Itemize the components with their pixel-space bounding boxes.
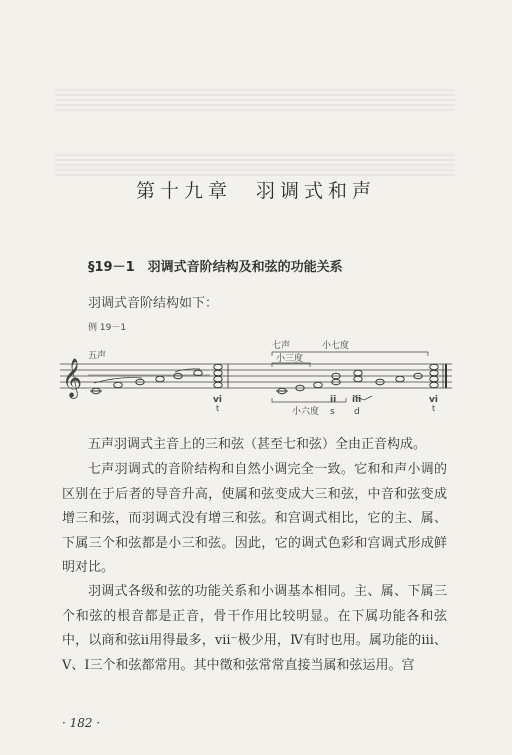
label-minor-seventh: 小七度 <box>322 341 350 351</box>
label-d: d <box>354 407 360 417</box>
paragraph-2: 七声羽调式的音阶结构和自然小调完全一致。它和和声小调的区别在于后者的导音升高，使属和弦变成大三和弦，中音和弦变成增三和弦，而羽调式没有增三和弦。和宫调式相比，它的主、属、下属三个和弦都是小三和弦。因此，它的调式色彩和宫调式形成鲜明对比。 <box>62 462 447 575</box>
label-qisheng: 七声 <box>272 341 291 351</box>
label-t-left: t <box>216 404 220 413</box>
music-example <box>60 338 460 418</box>
label-minor-third: 小三度 <box>276 354 304 364</box>
label-t-right: t <box>432 404 436 413</box>
page-number: · 182 · <box>62 716 101 730</box>
treble-clef-icon: 𝄞 <box>62 358 83 398</box>
label-s: s <box>330 407 335 417</box>
paragraph-1: 五声羽调式主音上的三和弦（甚至七和弦）全由正音构成。 <box>88 437 427 452</box>
label-wusheng: 五声 <box>88 351 107 361</box>
label-iii: iii <box>352 395 362 405</box>
paragraph-3: 羽调式各级和弦的功能关系和小调基本相同。主、属、下属三个和弦的根音都是正音，骨干作用比较明显。在下属功能各和弦中，以商和弦ⅱ用得最多，ⅶ⁻极少用，Ⅳ有时也用。属功能的ⅲ、Ⅴ、Ⅰ三个和弦都常用。其中徵和弦常常直接当属和弦运用。宫 <box>62 584 447 673</box>
label-minor-sixth: 小六度 <box>292 407 320 417</box>
section-title: §19－1 羽调式音阶结构及和弦的功能关系 <box>88 260 343 275</box>
label-vi-left: vi <box>213 395 222 405</box>
example-label: 例 19－1 <box>88 323 127 333</box>
intro-text: 羽调式音阶结构如下： <box>88 296 219 311</box>
label-vi-right: vi <box>429 395 438 405</box>
staff-lines <box>60 364 452 388</box>
label-ii: ii <box>330 395 337 405</box>
chapter-title: 第十九章 羽调式和声 <box>135 180 376 202</box>
